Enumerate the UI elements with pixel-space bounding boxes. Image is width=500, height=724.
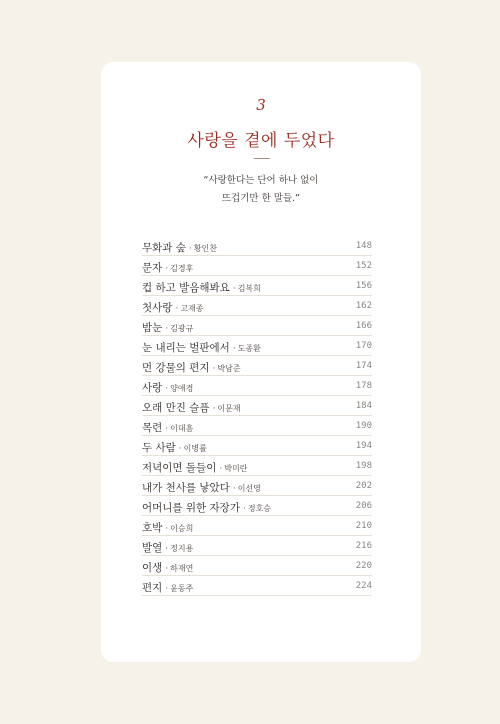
poem-author: 이대흠 bbox=[170, 424, 194, 433]
title-divider bbox=[254, 158, 270, 159]
toc-entry-heading bbox=[142, 280, 261, 295]
toc-entry[interactable] bbox=[142, 236, 372, 256]
page-number: 170 bbox=[355, 341, 372, 351]
separator-dot: · bbox=[232, 284, 236, 294]
table-of-contents bbox=[142, 236, 372, 596]
toc-entry-heading bbox=[142, 520, 193, 535]
page-number: 224 bbox=[355, 581, 372, 591]
poem-title: 문자 bbox=[142, 262, 163, 274]
poem-title: 눈 내리는 벌판에서 bbox=[142, 342, 230, 354]
toc-entry[interactable] bbox=[142, 256, 372, 276]
toc-entry-heading bbox=[142, 380, 193, 395]
chapter-title: 사랑을 곁에 두었다 bbox=[187, 131, 335, 151]
toc-entry[interactable] bbox=[142, 536, 372, 556]
page-number: 190 bbox=[355, 421, 372, 431]
toc-entry[interactable] bbox=[142, 556, 372, 576]
poem-author: 박남준 bbox=[217, 364, 241, 373]
separator-dot: · bbox=[165, 564, 169, 574]
chapter-quote bbox=[101, 172, 421, 208]
poem-author: 양애경 bbox=[170, 384, 194, 393]
toc-entry-heading bbox=[142, 360, 241, 375]
page-number: 166 bbox=[355, 321, 372, 331]
poem-author: 하재연 bbox=[170, 564, 194, 573]
separator-dot: · bbox=[232, 484, 236, 494]
poem-author: 정지용 bbox=[170, 544, 194, 553]
separator-dot: · bbox=[165, 544, 169, 554]
toc-entry[interactable] bbox=[142, 376, 372, 396]
toc-entry-heading bbox=[142, 540, 193, 555]
toc-entry-heading bbox=[142, 500, 271, 515]
poem-title: 밤눈 bbox=[142, 322, 163, 334]
page-number: 194 bbox=[355, 441, 372, 451]
poem-author: 김광규 bbox=[170, 324, 194, 333]
poem-title: 먼 강물의 편지 bbox=[142, 362, 210, 374]
poem-author: 이승희 bbox=[170, 524, 194, 533]
separator-dot: · bbox=[165, 524, 169, 534]
poem-title: 내가 천사를 낳았다 bbox=[142, 482, 230, 494]
book-page bbox=[101, 62, 421, 662]
toc-entry[interactable] bbox=[142, 476, 372, 496]
poem-author: 김복희 bbox=[237, 284, 261, 293]
poem-title: 두 사람 bbox=[142, 442, 176, 454]
toc-entry[interactable] bbox=[142, 316, 372, 336]
poem-author: 황인찬 bbox=[193, 244, 217, 253]
toc-entry-heading bbox=[142, 400, 241, 415]
toc-entry-heading bbox=[142, 420, 193, 435]
toc-entry-heading bbox=[142, 340, 261, 355]
toc-entry-heading bbox=[142, 300, 204, 315]
page-number: 174 bbox=[355, 361, 372, 371]
toc-entry[interactable] bbox=[142, 336, 372, 356]
page-number: 162 bbox=[355, 301, 372, 311]
page-number: 216 bbox=[355, 541, 372, 551]
poem-title: 목련 bbox=[142, 422, 163, 434]
toc-entry[interactable] bbox=[142, 276, 372, 296]
page-number: 184 bbox=[355, 401, 372, 411]
poem-author: 정호승 bbox=[247, 504, 272, 513]
separator-dot: · bbox=[212, 404, 216, 414]
separator-dot: · bbox=[219, 464, 223, 474]
toc-entry[interactable] bbox=[142, 576, 372, 596]
separator-dot: · bbox=[232, 344, 236, 354]
poem-author: 이선영 bbox=[237, 484, 261, 493]
poem-title: 호박 bbox=[142, 522, 163, 534]
poem-title: 어머니를 위한 자장가 bbox=[142, 502, 240, 514]
separator-dot: · bbox=[165, 324, 169, 334]
toc-entry-heading bbox=[142, 240, 217, 255]
toc-entry-heading bbox=[142, 480, 261, 495]
poem-title: 사랑 bbox=[142, 382, 163, 394]
toc-entry-heading bbox=[142, 320, 193, 335]
separator-dot: · bbox=[178, 444, 182, 454]
page-number: 156 bbox=[355, 281, 372, 291]
poem-title: 저녁이면 돌들이 bbox=[142, 462, 217, 474]
poem-author: 윤동주 bbox=[170, 584, 194, 593]
poem-title: 첫사랑 bbox=[142, 302, 173, 314]
poem-author: 이병률 bbox=[183, 444, 207, 453]
page-number: 220 bbox=[355, 561, 372, 571]
toc-entry-heading bbox=[142, 460, 247, 475]
poem-title: 무화과 숲 bbox=[142, 242, 186, 254]
toc-entry[interactable] bbox=[142, 516, 372, 536]
poem-title: 오래 만진 슬픔 bbox=[142, 402, 210, 414]
separator-dot: · bbox=[242, 504, 246, 514]
quote-line: “사랑한다는 단어 하나 없이 bbox=[203, 175, 319, 186]
toc-entry[interactable] bbox=[142, 496, 372, 516]
poem-title: 이생 bbox=[142, 562, 163, 574]
toc-entry-heading bbox=[142, 260, 193, 275]
poem-author: 도종환 bbox=[237, 344, 261, 353]
page-number: 202 bbox=[355, 481, 372, 491]
toc-entry-heading bbox=[142, 560, 193, 575]
separator-dot: · bbox=[188, 244, 192, 254]
page-number: 148 bbox=[355, 241, 372, 251]
quote-line: 뜨겁기만 한 말들.” bbox=[221, 193, 301, 204]
separator-dot: · bbox=[212, 364, 216, 374]
poem-author: 박미란 bbox=[224, 464, 248, 473]
poem-author: 이문재 bbox=[217, 404, 241, 413]
page-number: 210 bbox=[355, 521, 372, 531]
toc-entry[interactable] bbox=[142, 416, 372, 436]
poem-title: 편지 bbox=[142, 582, 163, 594]
poem-title: 발열 bbox=[142, 542, 163, 554]
toc-entry-heading bbox=[142, 580, 193, 595]
toc-entry[interactable] bbox=[142, 396, 372, 416]
separator-dot: · bbox=[165, 584, 169, 594]
page-number: 206 bbox=[355, 501, 372, 511]
poem-title: 컵 하고 발음해봐요 bbox=[142, 282, 230, 294]
page-number: 198 bbox=[355, 461, 372, 471]
toc-entry[interactable] bbox=[142, 456, 372, 476]
separator-dot: · bbox=[175, 304, 179, 314]
chapter-number: 3 bbox=[256, 96, 266, 114]
toc-entry-heading bbox=[142, 440, 207, 455]
poem-author: 고재종 bbox=[180, 304, 204, 313]
separator-dot: · bbox=[165, 424, 169, 434]
separator-dot: · bbox=[165, 264, 169, 274]
poem-author: 김경후 bbox=[170, 264, 194, 273]
toc-entry[interactable] bbox=[142, 436, 372, 456]
page-number: 152 bbox=[355, 261, 372, 271]
separator-dot: · bbox=[165, 384, 169, 394]
toc-entry[interactable] bbox=[142, 356, 372, 376]
toc-entry[interactable] bbox=[142, 296, 372, 316]
page-number: 178 bbox=[355, 381, 372, 391]
